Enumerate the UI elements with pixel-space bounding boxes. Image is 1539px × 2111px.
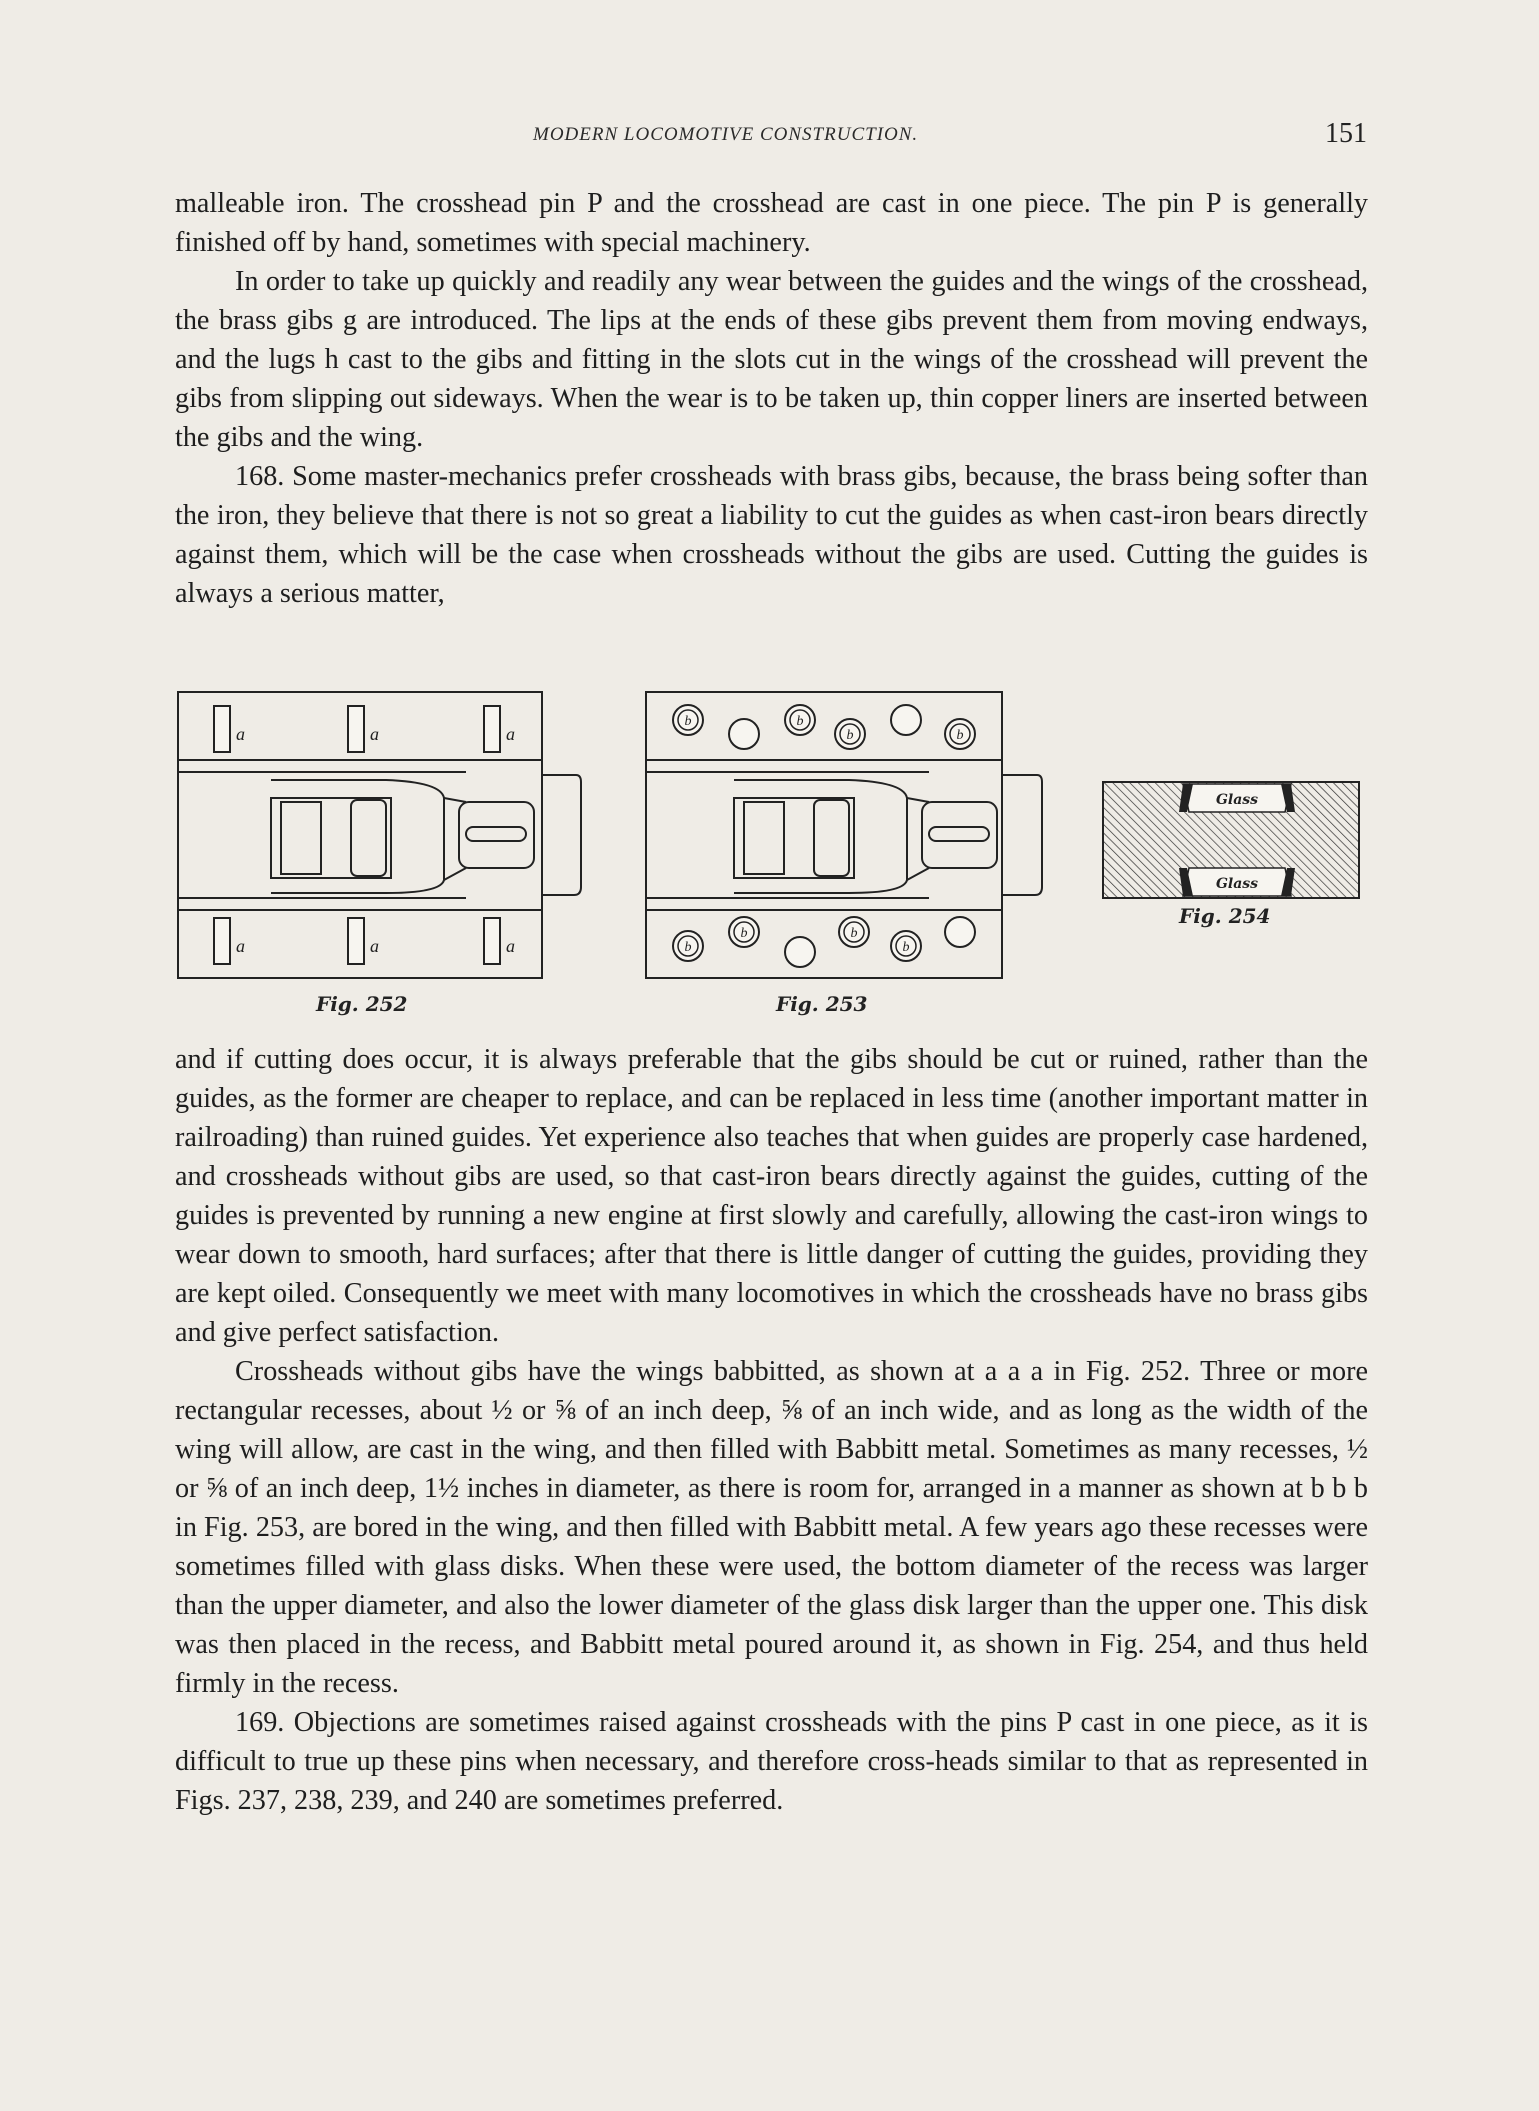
recess-label: a [236, 724, 245, 744]
disk-label: b [846, 728, 854, 743]
paragraph: and if cutting does occur, it is always preferable that the gibs should be cut or ruined, rather than the guides, as the former are cheaper to replace, and can be replaced in less time (another important matter in railroading) than ruined guides. Yet experience also teaches that when guides are properly case hardened, and crossheads without gibs are used, so that cast-iron bears directly against the guides, cutting of the guides is prevented by running a new engine at first slowly and carefully, allowing the cast-iron wings to wear down to smooth, hard surfaces; after that there is little danger of cutting the guides, providing they are kept oiled. Consequently we meet with many locomotives in which the crossheads have no brass gibs and give perfect satisfaction. [175, 1044, 1368, 1348]
babbitt-disk [945, 917, 975, 947]
recess-label: a [236, 936, 245, 956]
glass-disk-section-drawing [1101, 780, 1363, 902]
paragraph: In order to take up quickly and readily any wear between the guides and the wings of the crosshead, the brass gibs g are introduced. The lips at the ends of these gibs prevent them from moving endways, and the lugs h cast to the gibs and fitting in the slots cut in the wings of the crosshead will prevent the gibs from slipping out sideways. When the wear is to be taken up, thin copper liners are inserted between the gibs and the wing. [175, 266, 1368, 453]
recess-label: a [370, 936, 379, 956]
figure-caption: Fig. 252 [316, 992, 408, 1016]
disk-label: b [796, 714, 804, 729]
recess-label: a [506, 936, 515, 956]
figure-253 [644, 690, 1054, 1016]
glass-label-bottom: Glass [1215, 876, 1259, 892]
glass-label-top: Glass [1215, 792, 1259, 808]
figure-252 [176, 690, 586, 1016]
disk-label: b [684, 940, 692, 955]
figure-254 [1101, 780, 1363, 928]
recess-label: a [506, 724, 515, 744]
babbitt-disk [891, 705, 921, 735]
disk-label: b [740, 926, 748, 941]
babbitt-recess [484, 918, 500, 964]
disk-label: b [850, 926, 858, 941]
babbitt-recess [348, 918, 364, 964]
figure-caption: Fig. 253 [776, 992, 868, 1016]
disk-label: b [684, 714, 692, 729]
figures-row [0, 680, 1539, 1020]
running-head [0, 118, 1539, 158]
babbitt-disk [785, 937, 815, 967]
disk-label: b [956, 728, 964, 743]
recess-label: a [370, 724, 379, 744]
text-block-bottom [175, 1040, 1368, 1820]
babbitt-recess [214, 706, 230, 752]
page-number: 151 [1325, 118, 1367, 149]
disk-label: b [902, 940, 910, 955]
babbitt-recess [348, 706, 364, 752]
babbitt-recess [484, 706, 500, 752]
paragraph: Crossheads without gibs have the wings babbitted, as shown at a a a in Fig. 252. Three or more rectangular recesses, about ½ or ⅝ of an inch deep, ⅝ of an inch wide, and as long as the width of the wing will allow, are cast in the wing, and then filled with Babbitt metal. Sometimes as many recesses, ½ or ⅝ of an inch deep, 1½ inches in diameter, as there is room for, arranged in a manner as shown at b b b in Fig. 253, are bored in the wing, and then filled with Babbitt metal. A few years ago these recesses were sometimes filled with glass disks. When these were used, the bottom diameter of the recess was larger than the upper diameter, and also the lower diameter of the glass disk larger than the upper one. This disk was then placed in the recess, and Babbitt metal poured around it, as shown in Fig. 254, and thus held firmly in the recess. [175, 1356, 1368, 1699]
paragraph-169: 169. Objections are sometimes raised against crossheads with the pins P cast in one piece, as it is difficult to true up these pins when necessary, and therefore cross-heads similar to that as represented in Figs. 237, 238, 239, and 240 are sometimes preferred. [175, 1707, 1368, 1816]
babbitt-disk [729, 719, 759, 749]
text-block-top [175, 184, 1368, 613]
crosshead-drawing-babbitted-disks [644, 690, 1054, 990]
babbitt-recess [214, 918, 230, 964]
running-title: MODERN LOCOMOTIVE CONSTRUCTION. [533, 124, 919, 145]
figure-caption: Fig. 254 [1179, 904, 1271, 928]
paragraph-168: 168. Some master-mechanics prefer crossheads with brass gibs, because, the brass being softer than the iron, they believe that there is not so great a liability to cut the guides as when cast-iron bears directly against them, which will be the case when crossheads without the gibs are used. Cutting the guides is always a serious matter, [175, 461, 1368, 609]
paragraph: malleable iron. The crosshead pin P and the crosshead are cast in one piece. The pin P is generally finished off by hand, sometimes with special machinery. [175, 188, 1368, 258]
crosshead-drawing-babbitted-strips [176, 690, 586, 990]
